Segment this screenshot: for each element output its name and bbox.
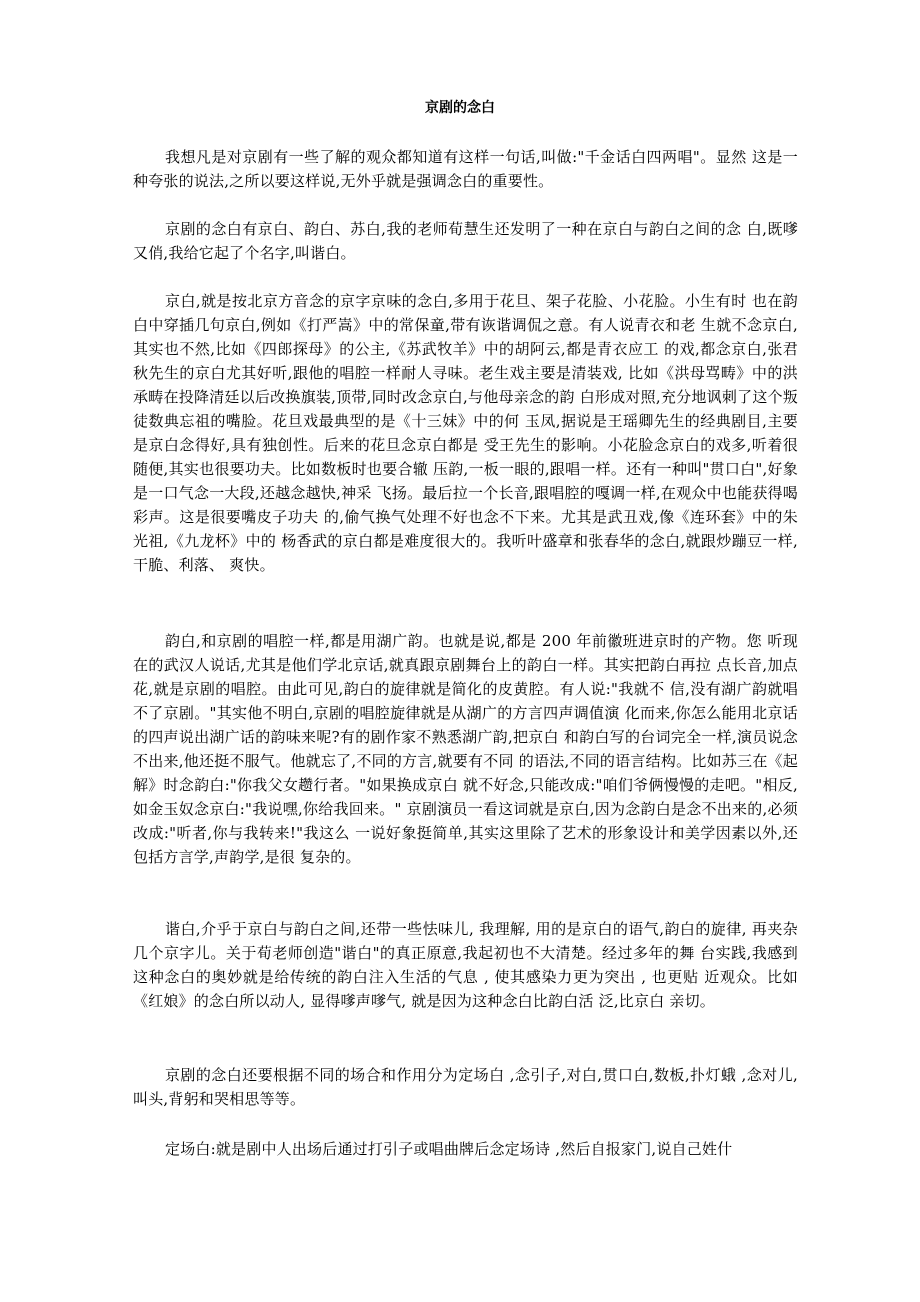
paragraph-jingbai: 京白,就是按北京方音念的京字京味的念白,多用于花旦、架子花脸、小花脸。小生有时 也在韵白中穿插几句京白,例如《打严嵩》中的常保童,带有诙谐调侃之意。有人说青衣和老 生就不念京白,其实也不然,比如《四郎探母》的公主,《苏武牧羊》中的胡阿云,都是青衣应工 的戏,都念京白,张君秋先生的京白尤其好听,跟他的唱腔一样耐人寻味。老生戏主要是清装戏, 比如《洪母骂畴》中的洪承畴在投降清廷以后改换旗装,顶带,同时改念京白,与他母亲念的韵 白形成对照,充分地讽刺了这个叛徒数典忘祖的嘴脸。花旦戏最典型的是《十三妹》中的何 玉凤,据说是王瑶卿先生的经典剧目,主要是京白念得好,具有独创性。后来的花旦念京白都是 受王先生的影响。小花脸念京白的戏多,听着很随便,其实也很要功夫。比如数板时也要合辙 压韵,一板一眼的,跟唱一样。还有一种叫"贯口白",好象是一口气念一大段,还越念越快,神采 飞扬。最后拉一个长音,跟唱腔的嘎调一样,在观众中也能获得喝彩声。这是很要嘴皮子功夫 的,偷气换气处理不好也念不下来。尤其是武丑戏,像《连环套》中的朱光祖,《九龙杯》中的 杨香武的京白都是难度很大的。我听叶盛章和张春华的念白,就跟炒蹦豆一样,干脆、利落、 爽快。 — [133, 292, 798, 574]
paragraph-xiebai: 谐白,介乎于京白与韵白之间,还带一些怯味儿, 我理解, 用的是京白的语气,韵白的旋律, 再夹杂几个京字儿。关于荀老师创造"谐白"的真正原意,我起初也不大清楚。经过多年的舞 台实践,我感到这种念白的奥妙就是给传统的韵白注入生活的气息 , 使其感染力更为突出 , 也更贴 近观众。比如《红娘》的念白所以动人, 显得嗲声嗲气, 就是因为这种念白比韵白活 泛,比京白 亲切。 — [133, 920, 798, 1010]
paragraph-types: 京剧的念白有京白、韵白、苏白,我的老师荀慧生还发明了一种在京白与韵白之间的念 白,既嗲又俏,我给它起了个名字,叫谐白。 — [133, 220, 798, 262]
paragraph-categories: 京剧的念白还要根据不同的场合和作用分为定场白 ,念引子,对白,贯口白,数板,扑灯蛾 ,念对儿,叫头,背躬和哭相思等等。 — [133, 1066, 798, 1108]
paragraph-yunbai: 韵白,和京剧的唱腔一样,都是用湖广韵。也就是说,都是 200 年前徽班进京时的产物。您 听现在的武汉人说话,尤其是他们学北京话,就真跟京剧舞台上的韵白一样。其实把韵白再拉 点长音,加点花,就是京剧的唱腔。由此可见,韵白的旋律就是简化的皮黄腔。有人说:"我就不 信,没有湖广韵就唱不了京剧。"其实他不明白,京剧的唱腔旋律就是从湖广的方言四声调值演 化而来,你怎么能用北京话的四声说出湖广话的韵味来呢?有的剧作家不熟悉湖广韵,把京白 和韵白写的台词完全一样,演员说念不出来,他还挺不服气。他就忘了,不同的方言,就要有不同 的语法,不同的语言结构。比如苏三在《起解》时念韵白:"你我父女趱行者。"如果换成京白 就不好念,只能改成:"咱们爷俩慢慢的走吧。"相反,如金玉奴念京白:"我说嘿,你给我回来。" 京剧演员一看这词就是京白,因为念韵白是念不出来的,必须改成:"听者,你与我转来!"我这么 一说好象挺简单,其实这里除了艺术的形象设计和美学因素以外,还包括方言学,声韵学,是很 复杂的。 — [133, 632, 798, 866]
document-title: 京剧的念白 — [425, 100, 495, 116]
paragraph-dingchangbai: 定场白:就是剧中人出场后通过打引子或唱曲牌后念定场诗 ,然后自报家门,说自己姓什 — [165, 1140, 733, 1158]
paragraph-intro: 我想凡是对京剧有一些了解的观众都知道有这样一句话,叫做:"千金话白四两唱"。显然 这是一种夸张的说法,之所以要这样说,无外乎就是强调念白的重要性。 — [133, 148, 798, 190]
